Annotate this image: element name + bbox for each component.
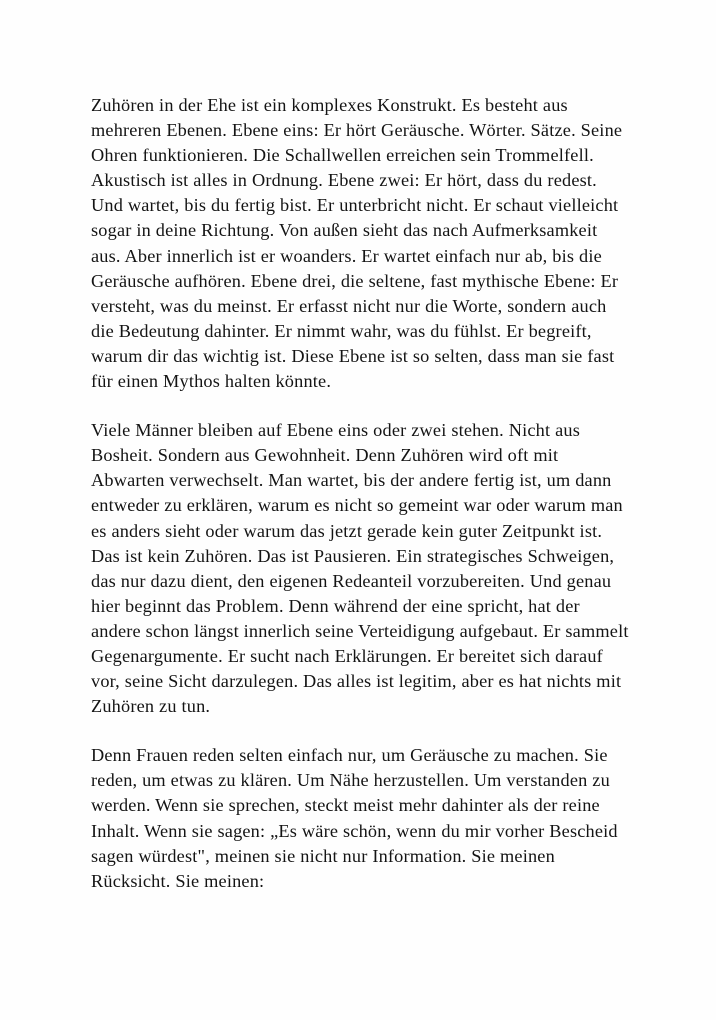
paragraph-3: Denn Frauen reden selten einfach nur, um Geräusche zu machen. Sie reden, um etwas zu klären. Um Nähe herzustellen. Um verstanden zu werden. Wenn sie sprechen, steckt meist mehr dahinter als der reine Inhalt. Wenn sie sagen: „Es wäre schön, wenn du mir vorher Bescheid sagen würdest", meinen sie nicht nur Information. Sie meinen Rücksicht. Sie meinen: <box>91 745 623 891</box>
paragraph-1: Zuhören in der Ehe ist ein komplexes Konstrukt. Es besteht aus mehreren Ebenen. Ebene eins: Er hört Geräusche. Wörter. Sätze. Seine Ohren funktionieren. Die Schallwellen erreichen sein Trommelfell. Akustisch ist alles in Ordnung. Ebene zwei: Er hört, dass du redest. Und wartet, bis du fertig bist. Er unterbricht nicht. Er schaut vielleicht sogar in deine Richtung. Von außen sieht das nach Aufmerksamkeit aus. Aber innerlich ist er woanders. Er wartet einfach nur ab, bis die Geräusche aufhören. Ebene drei, die seltene, fast mythische Ebene: Er versteht, was du meinst. Er erfasst nicht nur die Worte, sondern auch die Bedeutung dahinter. Er nimmt wahr, was du fühlst. Er begreift, warum dir das wichtig ist. Diese Ebene ist so selten, dass man sie fast für einen Mythos halten könnte. <box>91 95 628 392</box>
paragraph-2: Viele Männer bleiben auf Ebene eins oder zwei stehen. Nicht aus Bosheit. Sondern aus Gewohnheit. Denn Zuhören wird oft mit Abwarten verwechselt. Man wartet, bis der andere fertig ist, um dann entweder zu erklären, warum es nicht so gemeint war oder warum man es anders sieht oder warum das jetzt gerade kein guter Zeitpunkt ist. Das ist kein Zuhören. Das ist Pausieren. Ein strategisches Schweigen, das nur dazu dient, den eigenen Redeanteil vorzubereiten. Und genau hier beginnt das Problem. Denn während der eine spricht, hat der andere schon längst innerlich seine Verteidigung aufgebaut. Er sammelt Gegenargumente. Er sucht nach Erklärungen. Er bereitet sich darauf vor, seine Sicht darzulegen. Das alles ist legitim, aber es hat nichts mit Zuhören zu tun. <box>91 420 634 717</box>
body-text-column <box>91 93 634 894</box>
